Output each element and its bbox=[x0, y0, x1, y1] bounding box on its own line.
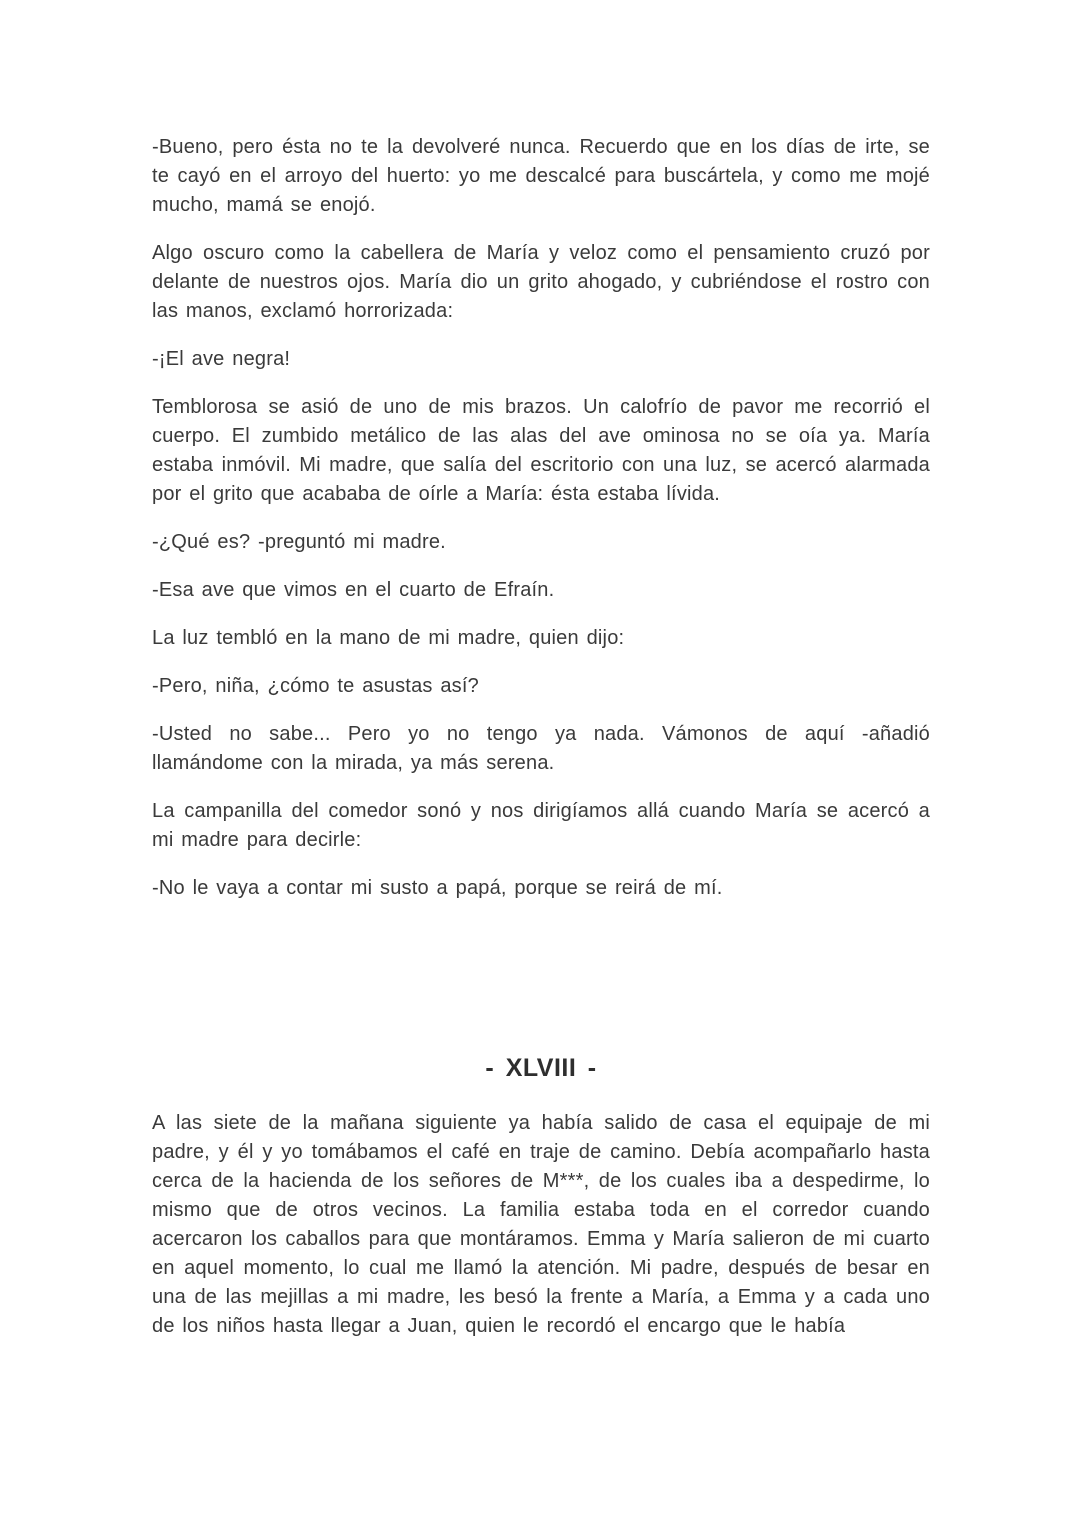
paragraph-8: -Pero, niña, ¿cómo te asustas así? bbox=[152, 675, 479, 697]
paragraph-10: La campanilla del comedor sonó y nos dirigíamos allá cuando María se acercó a mi madre para decirle: bbox=[152, 800, 930, 851]
paragraph-2: Algo oscuro como la cabellera de María y veloz como el pensamiento cruzó por delante de nuestros ojos. María dio un grito ahogado, y cubriéndose el rostro con las manos, exclamó horrorizada: bbox=[152, 242, 930, 322]
paragraph-6: -Esa ave que vimos en el cuarto de Efraín. bbox=[152, 579, 555, 601]
paragraph-5: -¿Qué es? -preguntó mi madre. bbox=[152, 531, 446, 553]
paragraph-11: -No le vaya a contar mi susto a papá, porque se reirá de mí. bbox=[152, 877, 723, 899]
paragraph-7: La luz tembló en la mano de mi madre, quien dijo: bbox=[152, 627, 625, 649]
paragraph-3: -¡El ave negra! bbox=[152, 348, 291, 370]
chapter-heading: - XLVIII - bbox=[485, 1054, 597, 1082]
paragraph-4: Temblorosa se asió de uno de mis brazos. Un calofrío de pavor me recorrió el cuerpo. El zumbido metálico de las alas del ave ominosa no se oía ya. María estaba inmóvil. Mi madre, que salía del escritorio con una luz, se acercó alarmada por el grito que acababa de oírle a María: ésta estaba lívida. bbox=[152, 396, 930, 505]
paragraph-1: -Bueno, pero ésta no te la devolveré nunca. Recuerdo que en los días de irte, se te cayó en el arroyo del huerto: yo me descalcé para buscártela, y como me mojé mucho, mamá se enojó. bbox=[152, 136, 930, 216]
paragraph-after-heading-1: A las siete de la mañana siguiente ya había salido de casa el equipaje de mi padre, y él y yo tomábamos el café en traje de camino. Debía acompañarlo hasta cerca de la hacienda de los señores de M***, de los cuales iba a despedirme, lo mismo que de otros vecinos. La familia estaba toda en el corredor cuando acercaron los caballos para que montáramos. Emma y María salieron de mi cuarto en aquel momento, lo cual me llamó la atención. Mi padre, después de besar en una de las mejillas a mi madre, les besó la frente a María, a Emma y a cada uno de los niños hasta llegar a Juan, quien le recordó el encargo que le había bbox=[152, 1112, 930, 1337]
paragraph-9: -Usted no sabe... Pero yo no tengo ya nada. Vámonos de aquí -añadió llamándome con la mirada, ya más serena. bbox=[152, 723, 930, 774]
